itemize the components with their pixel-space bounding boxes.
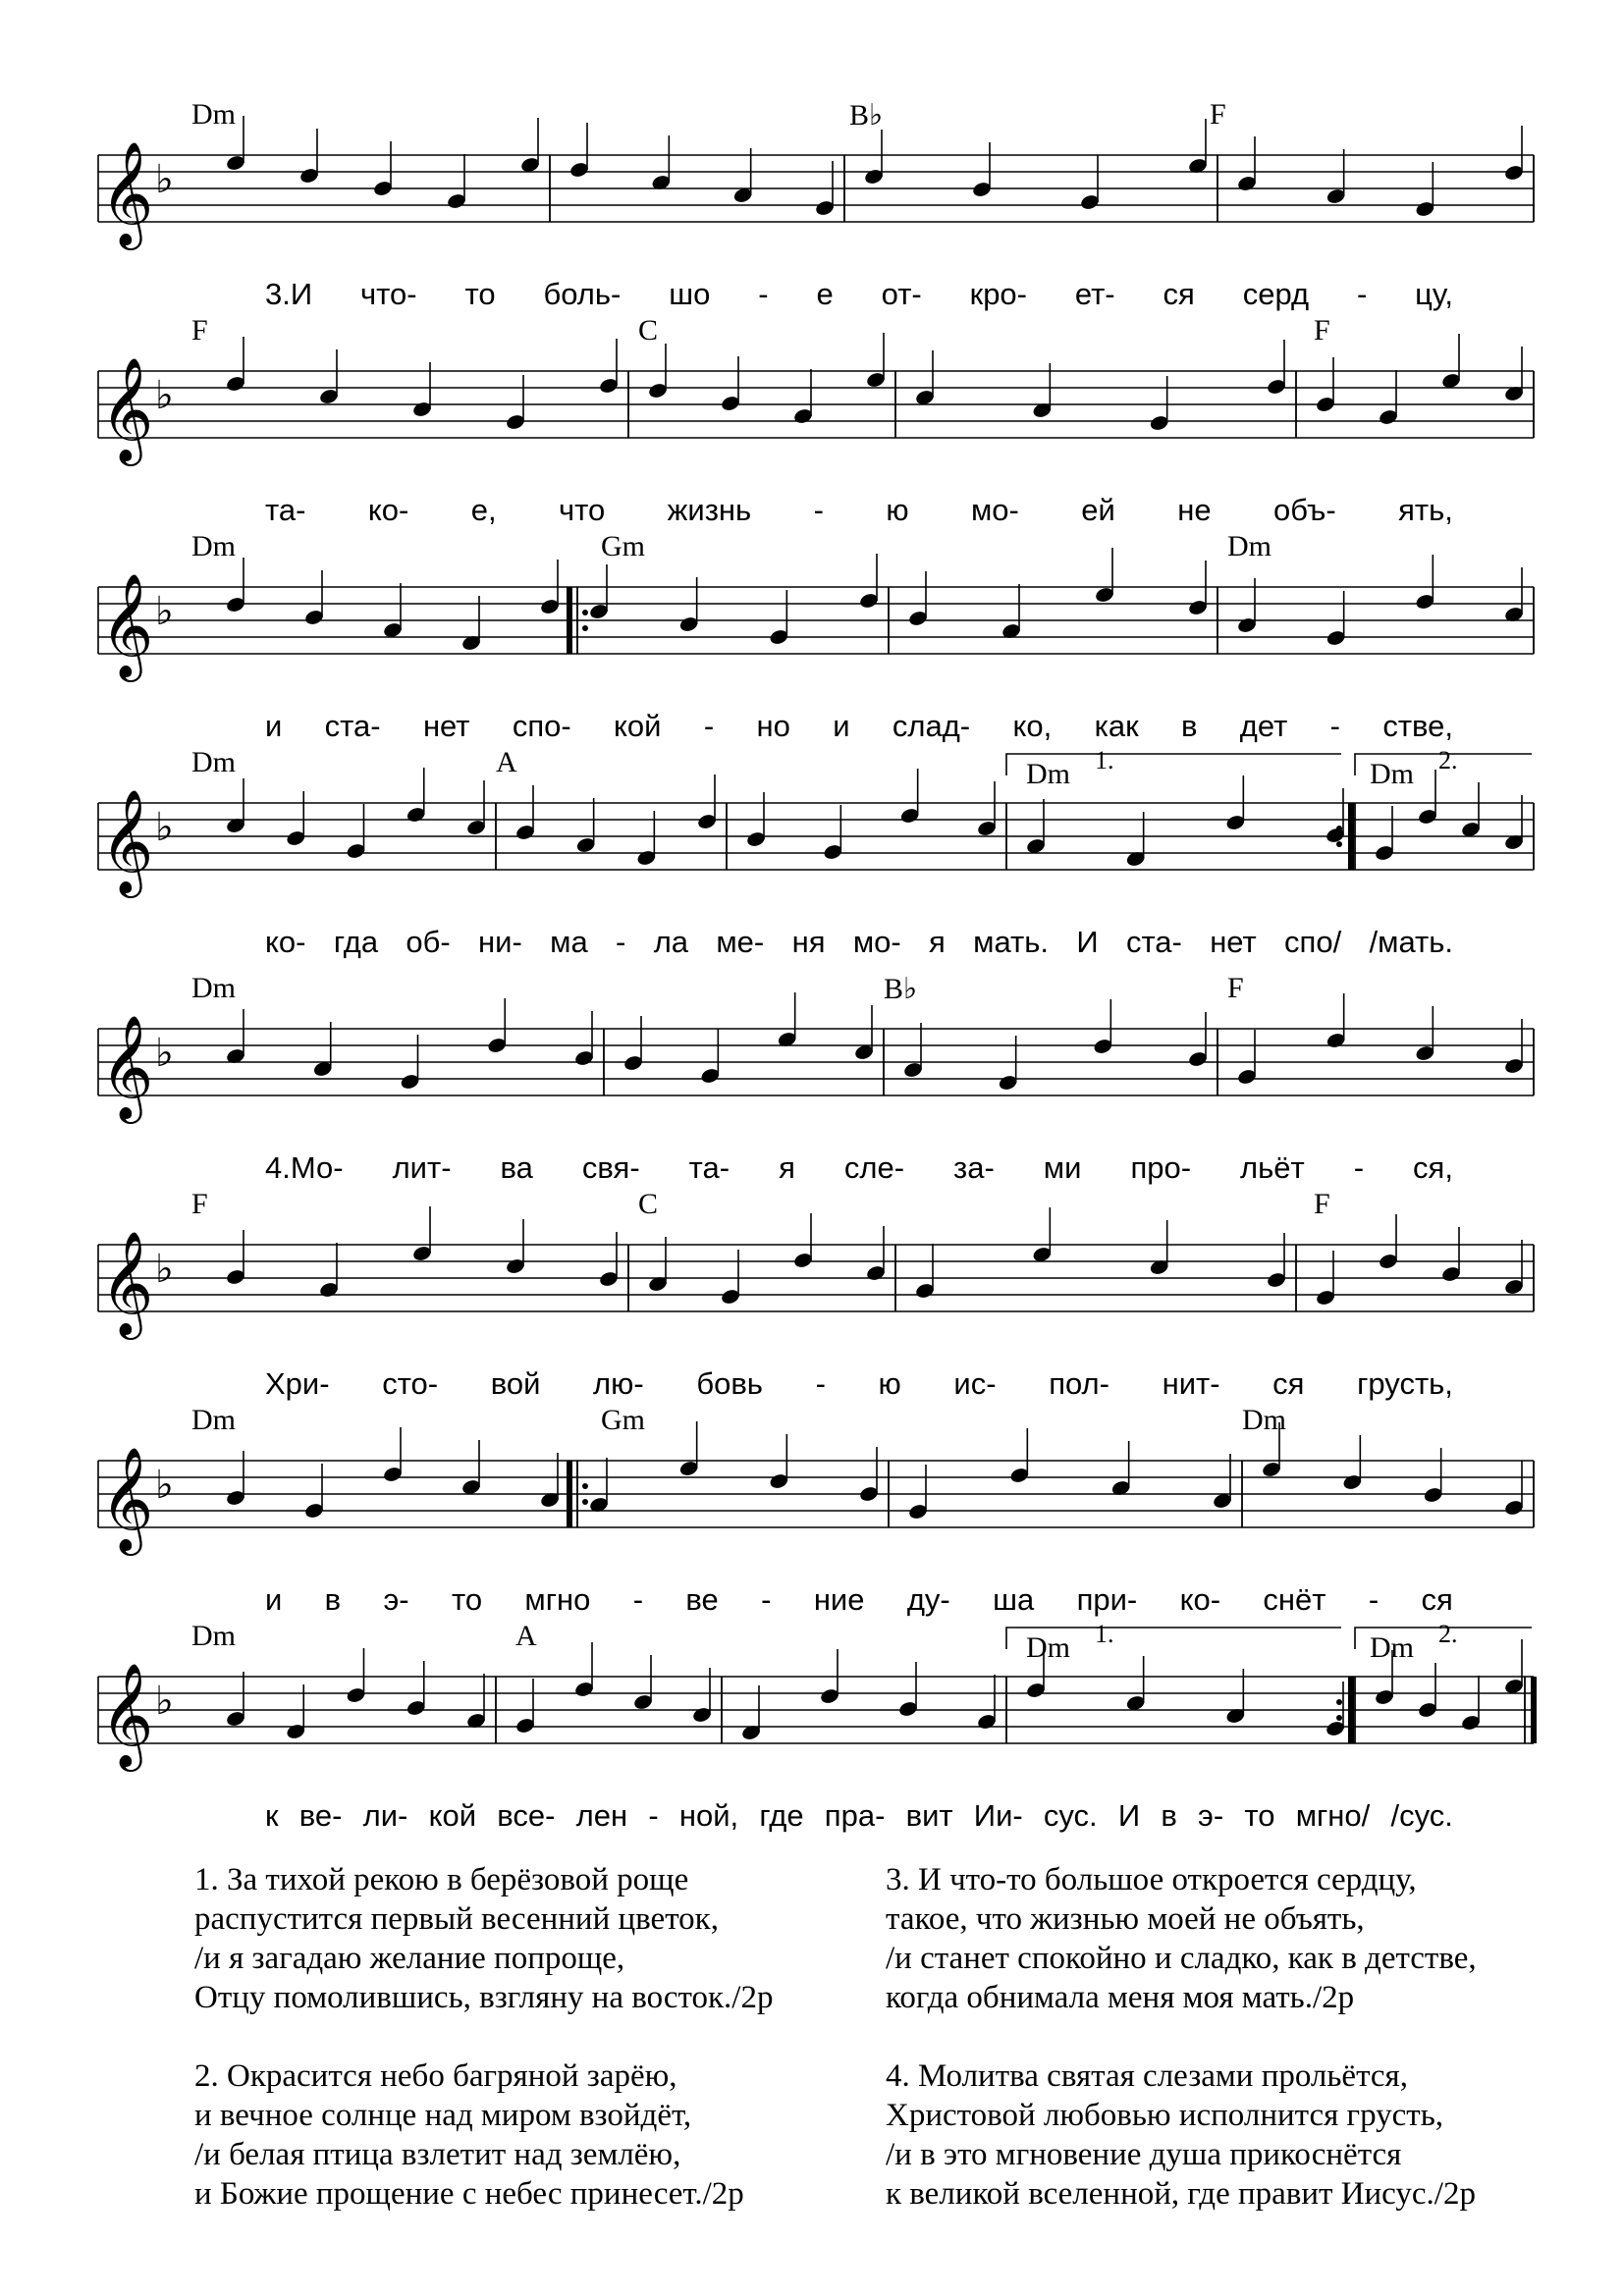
lyric-syllable: Ии- (973, 1798, 1023, 1833)
lyric-syllable: вит (905, 1798, 953, 1833)
lyric-syllable: - (1368, 1582, 1380, 1617)
treble-clef-icon: 𝄞 (100, 788, 154, 893)
lyric-syllable: ве (685, 1582, 719, 1617)
chord-symbol: C (638, 1188, 659, 1220)
chord-symbol: F (1227, 972, 1244, 1004)
lyric-syllable: сус. (1043, 1798, 1098, 1833)
lyrics-line (265, 1150, 1453, 1186)
lyric-syllable: ва (500, 1150, 533, 1185)
lyric-syllable: мо- (852, 925, 901, 959)
staff-system (0, 530, 1623, 766)
lyric-syllable: ма (550, 925, 588, 959)
lyric-syllable: то (1244, 1798, 1275, 1833)
lyric-syllable: про- (1130, 1150, 1192, 1185)
flat-key-signature-icon: ♭ (155, 1031, 174, 1076)
lyric-syllable: - (648, 1798, 659, 1833)
lyric-syllable: снёт (1263, 1582, 1326, 1617)
chord-symbol: Dm (191, 1404, 236, 1436)
verse-line: /и я загадаю желание попроще, (194, 1941, 625, 1976)
chord-symbol: Gm (601, 1404, 645, 1436)
lyric-syllable: кро- (969, 277, 1027, 311)
verse-line: и вечное солнце над миром взойдёт, (194, 2098, 692, 2133)
lyric-syllable: - (1353, 1150, 1365, 1185)
lyric-syllable: то (451, 1582, 483, 1617)
volta-number: 1. (1095, 1620, 1114, 1648)
chord-symbol: Dm (1370, 1631, 1414, 1664)
lyric-syllable: что- (360, 277, 417, 311)
staff-system (0, 972, 1623, 1207)
lyric-syllable: ми (1043, 1150, 1082, 1185)
staff-system (0, 746, 1623, 982)
lyric-syllable: ве- (298, 1798, 343, 1833)
lyric-syllable: я (779, 1150, 795, 1185)
verse-line: и Божие прощение с небес принесет./2р (194, 2176, 744, 2212)
verse-line: такое, что жизнью моей не объять, (886, 1901, 1365, 1937)
lyric-syllable: ста- (1125, 925, 1182, 959)
chord-symbol: Dm (191, 972, 236, 1004)
lyric-syllable: та- (688, 1150, 730, 1185)
verse-line: распустится первый весенний цветок, (194, 1901, 719, 1937)
lyric-syllable: от- (881, 277, 922, 311)
verse-line: когда обнимала меня моя мать./2р (886, 1980, 1355, 2015)
treble-clef-icon: 𝄞 (100, 1014, 154, 1119)
lyrics-line (265, 1798, 1453, 1834)
treble-clef-icon: 𝄞 (100, 1230, 154, 1335)
lyric-syllable: ние (813, 1582, 865, 1617)
lyric-syllable: объ- (1273, 493, 1336, 527)
lyric-syllable: - (632, 1582, 644, 1617)
lyric-syllable: спо- (512, 709, 571, 743)
verse-line: Христовой любовью исполнится грусть, (886, 2098, 1444, 2133)
verse-1 (194, 1860, 842, 2017)
lyric-syllable: И (1076, 925, 1099, 959)
flat-key-signature-icon: ♭ (155, 589, 174, 634)
flat-key-signature-icon: ♭ (155, 373, 174, 418)
chord-symbol: Dm (1026, 758, 1070, 790)
treble-clef-icon: 𝄞 (100, 356, 154, 461)
chord-symbol: A (515, 1620, 537, 1652)
lyric-syllable: - (813, 493, 824, 527)
lyric-syllable: та- (265, 493, 306, 527)
lyric-syllable: ко- (265, 925, 306, 959)
lyric-syllable: ся (1272, 1366, 1305, 1401)
lyric-syllable: лен (575, 1798, 628, 1833)
lyric-syllable: ей (1081, 493, 1115, 527)
lyric-syllable: И (1117, 1798, 1141, 1833)
lyric-syllable: кой (428, 1798, 477, 1833)
chord-symbol: A (496, 746, 517, 778)
staff-system (0, 1404, 1623, 1639)
lyric-syllable: мо- (970, 493, 1019, 527)
lyric-syllable: Хри- (265, 1366, 330, 1401)
lyric-syllable: ду- (906, 1582, 950, 1617)
verse-line: /и станет спокойно и сладко, как в детстве, (886, 1941, 1477, 1976)
verse-line: /и белая птица взлетит над землёю, (194, 2137, 681, 2172)
volta-number: 1. (1095, 746, 1114, 774)
lyric-syllable: мать. (973, 925, 1049, 959)
lyric-syllable: не (1177, 493, 1212, 527)
verse-2 (194, 2056, 842, 2214)
lyric-syllable: - (758, 277, 769, 311)
chord-symbol: B♭ (884, 973, 918, 1005)
lyric-syllable: - (703, 709, 715, 743)
lyric-syllable: как (1094, 709, 1139, 743)
lyric-syllable: /сус. (1390, 1798, 1453, 1833)
lyric-syllable: и (833, 709, 850, 743)
lyric-syllable: все- (497, 1798, 556, 1833)
treble-clef-icon: 𝄞 (100, 1662, 154, 1767)
lyric-syllable: бовь (696, 1366, 763, 1401)
lyric-syllable: кой (614, 709, 662, 743)
chord-symbol: Dm (191, 1620, 236, 1652)
lyric-syllable: нет (1210, 925, 1257, 959)
lyric-syllable: вой (490, 1366, 541, 1401)
verse-4 (886, 2056, 1534, 2214)
lyric-syllable: то (464, 277, 496, 311)
chord-symbol: B♭ (849, 99, 884, 132)
lyric-syllable: э- (383, 1582, 409, 1617)
lyric-syllable: - (616, 925, 626, 959)
lyric-syllable: серд (1242, 277, 1310, 311)
chord-symbol: F (1210, 98, 1226, 131)
staff-system (0, 314, 1623, 550)
lyric-syllable: /мать. (1369, 925, 1453, 959)
verse-line: /и в это мгновение душа прикоснётся (886, 2137, 1402, 2172)
lyric-syllable: ко- (367, 493, 409, 527)
treble-clef-icon: 𝄞 (100, 140, 154, 245)
lyric-syllable: - (815, 1366, 826, 1401)
flat-key-signature-icon: ♭ (155, 1463, 174, 1508)
lyric-syllable: - (1356, 277, 1368, 311)
lyrics-line (265, 493, 1453, 528)
chord-symbol: Dm (1242, 1404, 1286, 1436)
lyric-syllable: при- (1076, 1582, 1138, 1617)
lyric-syllable: сто- (382, 1366, 439, 1401)
lyric-syllable: в (1161, 1798, 1177, 1833)
lyric-syllable: гда (333, 925, 379, 959)
lyric-syllable: грусть, (1357, 1366, 1453, 1401)
staff-system (0, 1188, 1623, 1423)
lyric-syllable: шо (669, 277, 711, 311)
lyric-syllable: за- (953, 1150, 995, 1185)
lyric-syllable: ша (993, 1582, 1035, 1617)
chord-symbol: Dm (191, 746, 236, 778)
lyric-syllable: льёт (1240, 1150, 1305, 1185)
lyric-syllable: пра- (824, 1798, 886, 1833)
lyric-syllable: 3.И (265, 277, 313, 311)
lyric-syllable: - (1329, 709, 1340, 743)
lyrics-line (265, 1582, 1453, 1618)
chord-symbol: Dm (191, 530, 236, 562)
lyric-syllable: цу, (1415, 277, 1453, 311)
lyric-syllable: лю- (593, 1366, 644, 1401)
lyric-syllable: е, (470, 493, 497, 527)
lyric-syllable: ю (878, 1366, 901, 1401)
lyric-syllable: ла (653, 925, 689, 959)
chord-symbol: Dm (1370, 758, 1414, 790)
lyrics-line (265, 925, 1453, 960)
lyric-syllable: ста- (324, 709, 381, 743)
lyric-syllable: 4.Мо- (265, 1150, 344, 1185)
verse-line: 3. И что-то большое откроется сердцу, (886, 1862, 1417, 1897)
lyric-syllable: ся, (1413, 1150, 1453, 1185)
lyric-syllable: и (265, 709, 283, 743)
lyrics-line (265, 709, 1453, 744)
lyric-syllable: ять, (1398, 493, 1453, 527)
flat-key-signature-icon: ♭ (155, 1247, 174, 1292)
chord-symbol: F (1314, 1188, 1330, 1220)
lyrics-line (265, 277, 1453, 312)
verse-line: к великой вселенной, где правит Иисус./2р (886, 2176, 1476, 2212)
verse-line: 4. Молитва святая слезами прольётся, (886, 2058, 1408, 2094)
lyric-syllable: где (759, 1798, 804, 1833)
staff-system (0, 98, 1623, 334)
lyric-syllable: но (756, 709, 790, 743)
lyric-syllable: в (324, 1582, 342, 1617)
lyric-syllable: мгно/ (1295, 1798, 1371, 1833)
lyric-syllable: - (761, 1582, 772, 1617)
verse-line: 1. За тихой рекою в берёзовой роще (194, 1862, 689, 1897)
chord-symbol: Dm (1026, 1631, 1070, 1664)
chord-symbol: F (191, 314, 208, 347)
lyric-syllable: ме- (716, 925, 765, 959)
lyric-syllable: ня (791, 925, 826, 959)
lyric-syllable: в (1180, 709, 1198, 743)
treble-clef-icon: 𝄞 (100, 572, 154, 677)
lyric-syllable: стве, (1382, 709, 1453, 743)
chord-symbol: F (1314, 314, 1330, 347)
lyric-syllable: мгно (524, 1582, 591, 1617)
lyric-syllable: нит- (1162, 1366, 1220, 1401)
lyric-syllable: к (265, 1798, 279, 1833)
chord-symbol: Gm (601, 530, 645, 562)
lyric-syllable: ет- (1074, 277, 1115, 311)
flat-key-signature-icon: ♭ (155, 805, 174, 850)
verse-line: Отцу помолившись, взгляну на восток./2р (194, 1980, 774, 2015)
lyrics-line (265, 1366, 1453, 1402)
lyric-syllable: боль- (543, 277, 622, 311)
lyric-syllable: свя- (581, 1150, 640, 1185)
lyric-syllable: ся (1163, 277, 1195, 311)
chord-symbol: F (191, 1188, 208, 1220)
lyric-syllable: э- (1198, 1798, 1224, 1833)
lyric-syllable: лит- (392, 1150, 452, 1185)
chord-symbol: C (638, 314, 659, 347)
chord-symbol: Dm (191, 98, 236, 131)
lyric-syllable: дет (1239, 709, 1288, 743)
volta-number: 2. (1438, 1620, 1458, 1648)
lyric-syllable: ко- (1179, 1582, 1221, 1617)
lyric-syllable: об- (406, 925, 451, 959)
lyric-syllable: слад- (892, 709, 971, 743)
verse-line: 2. Окрасится небо багряной зарёю, (194, 2058, 677, 2094)
lyric-syllable: ли- (362, 1798, 408, 1833)
lyric-syllable: е (816, 277, 834, 311)
flat-key-signature-icon: ♭ (155, 1679, 174, 1724)
treble-clef-icon: 𝄞 (100, 1446, 154, 1551)
lyric-syllable: жизнь (667, 493, 752, 527)
lyric-syllable: ной, (678, 1798, 739, 1833)
lyric-syllable: спо/ (1284, 925, 1342, 959)
lyric-syllable: что (558, 493, 606, 527)
staff-system (0, 1620, 1623, 1855)
flat-key-signature-icon: ♭ (155, 157, 174, 202)
lyric-syllable: сле- (843, 1150, 905, 1185)
lyric-syllable: ко, (1012, 709, 1053, 743)
lyric-syllable: пол- (1049, 1366, 1109, 1401)
lyric-syllable: ся (1421, 1582, 1453, 1617)
lyric-syllable: я (929, 925, 946, 959)
lyric-syllable: ни- (478, 925, 522, 959)
lyric-syllable: нет (422, 709, 470, 743)
lyric-syllable: и (265, 1582, 283, 1617)
chord-symbol: Dm (1227, 530, 1271, 562)
volta-number: 2. (1438, 746, 1458, 774)
lyric-syllable: ю (886, 493, 909, 527)
lyric-syllable: ис- (953, 1366, 997, 1401)
verse-3 (886, 1860, 1534, 2017)
